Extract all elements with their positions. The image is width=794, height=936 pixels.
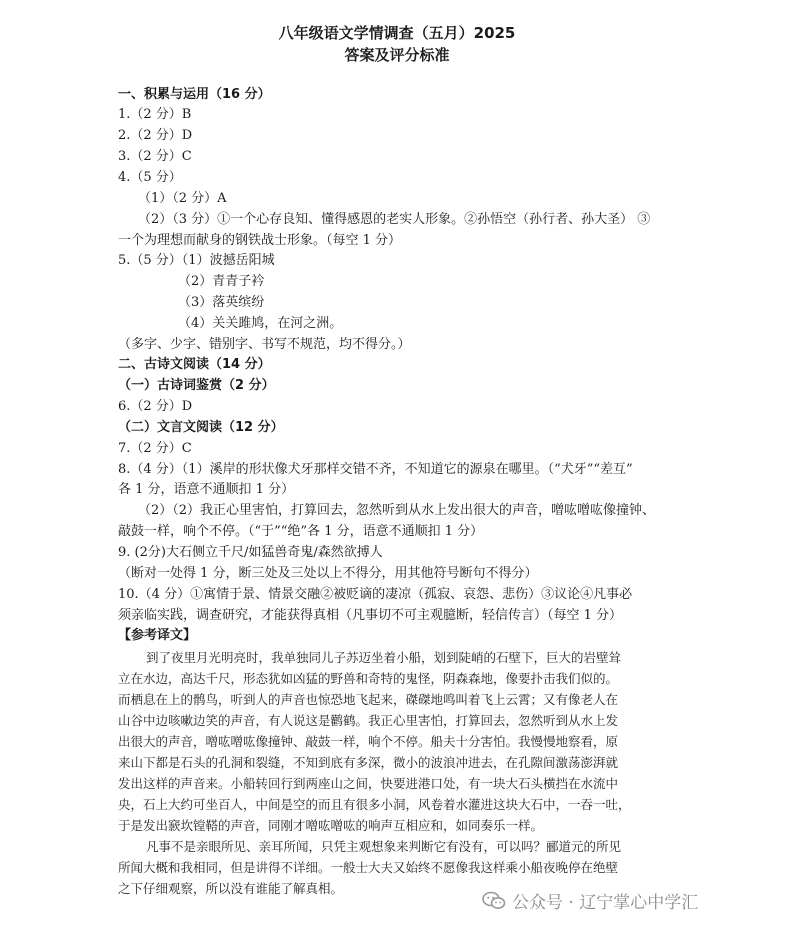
answer-line: 8.（4 分）（1）溪岸的形状像犬牙那样交错不齐，不知道它的源泉在哪里。（“犬牙”“差互”	[118, 462, 633, 477]
answer-line: 5.（5 分）（1）波撼岳阳城	[118, 253, 275, 268]
watermark-text: 公众号 · 辽宁掌心中学汇	[512, 893, 699, 913]
answer-line: 10.（4 分）①寓情于景、情景交融②被贬谪的凄凉（孤寂、哀怨、悲伤）③议论④凡事必	[118, 587, 633, 602]
translation-line: 来山下都是石头的孔洞和裂缝，不知到底有多深，微小的波浪冲进去，在孔隙间激荡澎湃就	[118, 755, 619, 770]
translation-line: 立在水边，高达千尺，形态犹如凶猛的野兽和奇特的鬼怪，阴森森地，像要扑击我们似的。	[118, 671, 619, 686]
translation-line: 出很大的声音，噌吰噌吰像撞钟、敲鼓一样，响个不停。船夫十分害怕。我慢慢地察看，原	[118, 734, 619, 749]
subsection-heading: （二）文言文阅读（12 分）	[118, 420, 284, 435]
translation-line: 所闻大概和我相同，但是讲得不详细。一般士大夫又始终不愿像我这样乘小船夜晚停在绝壁	[118, 860, 619, 875]
answer-line: 一个为理想而献身的钢铁战士形象。（每空 1 分）	[118, 233, 402, 248]
wechat-icon	[482, 891, 506, 911]
document-subtitle: 答案及评分标准	[344, 46, 450, 64]
section-heading-1: 一、积累与运用（16 分）	[118, 87, 271, 102]
translation-line: 凡事不是亲眼所见、亲耳所闻，只凭主观想象来判断它有没有，可以吗？郦道元的所见	[146, 839, 622, 854]
answer-line: 1.（2 分）B	[118, 107, 192, 122]
document-title: 八年级语文学情调查（五月）2025	[278, 24, 516, 42]
answer-line: 9. (2分)大石侧立千尺/如猛兽奇鬼/森然欲搏人	[118, 545, 383, 560]
answer-line: 各 1 分，语意不通顺扣 1 分）	[118, 482, 295, 497]
answer-line: （多字、少字、错别字、书写不规范，均不得分。）	[118, 337, 411, 352]
translation-line: 之下仔细观察，所以没有谁能了解真相。	[118, 881, 344, 896]
answer-line: （断对一处得 1 分，断三处及三处以上不得分，用其他符号断句不得分）	[118, 566, 538, 581]
answer-line: 须亲临实践，调查研究，才能获得真相（凡事切不可主观臆断，轻信传言）（每空 1 分）	[118, 608, 623, 623]
answer-line: （4）关关雎鸠，在河之洲。	[178, 316, 343, 331]
translation-line: 山谷中边咳嗽边笑的声音，有人说这是鹳鹤。我正心里害怕，打算回去，忽然听到从水上发	[118, 713, 619, 728]
answer-line: 7.（2 分）C	[118, 441, 192, 456]
translation-line: 央，石上大约可坐百人，中间是空的而且有很多小洞，风卷着水灌进这块大石中，一吞一吐，	[118, 797, 631, 812]
answer-line: 3.（2 分）C	[118, 149, 192, 164]
section-heading-2: 二、古诗文阅读（14 分）	[118, 357, 271, 372]
answer-line: 4.（5 分）	[118, 170, 182, 185]
answer-line: 敲鼓一样，响个不停。（“于”“绝”各 1 分，语意不通顺扣 1 分）	[118, 524, 484, 539]
reference-translation-heading: 【参考译文】	[118, 628, 197, 643]
answer-line: 6.（2 分）D	[118, 399, 193, 414]
answer-line: （2）（3 分）①一个心存良知、懂得感恩的老实人形象。②孙悟空（孙行者、孙大圣） ③	[138, 212, 651, 227]
answer-line: 2.（2 分）D	[118, 128, 193, 143]
translation-line: 到了夜里月光明亮时，我单独同儿子苏迈坐着小船，划到陡峭的石壁下，巨大的岩壁耸	[146, 650, 622, 665]
translation-line: 于是发出窾坎镗鞳的声音，同刚才噌吰噌吰的响声互相应和，如同奏乐一样。	[118, 818, 544, 833]
subsection-heading: （一）古诗词鉴赏（2 分）	[118, 378, 275, 393]
translation-line: 而栖息在上的鹘鸟，听到人的声音也惊恐地飞起来，磔磔地鸣叫着飞上云霄；又有像老人在	[118, 692, 619, 707]
answer-line: （2）青青子衿	[178, 274, 265, 289]
answer-line: （2）（2）我正心里害怕，打算回去，忽然听到从水上发出很大的声音，噌吰噌吰像撞钟、	[138, 503, 656, 518]
translation-line: 发出这样的声音来。小船转回行到两座山之间，快要进港口处，有一块大石头横挡在水流中	[118, 776, 619, 791]
watermark	[482, 888, 698, 913]
answer-line: （3）落英缤纷	[178, 295, 265, 310]
answer-line: （1）（2 分）A	[138, 191, 227, 206]
